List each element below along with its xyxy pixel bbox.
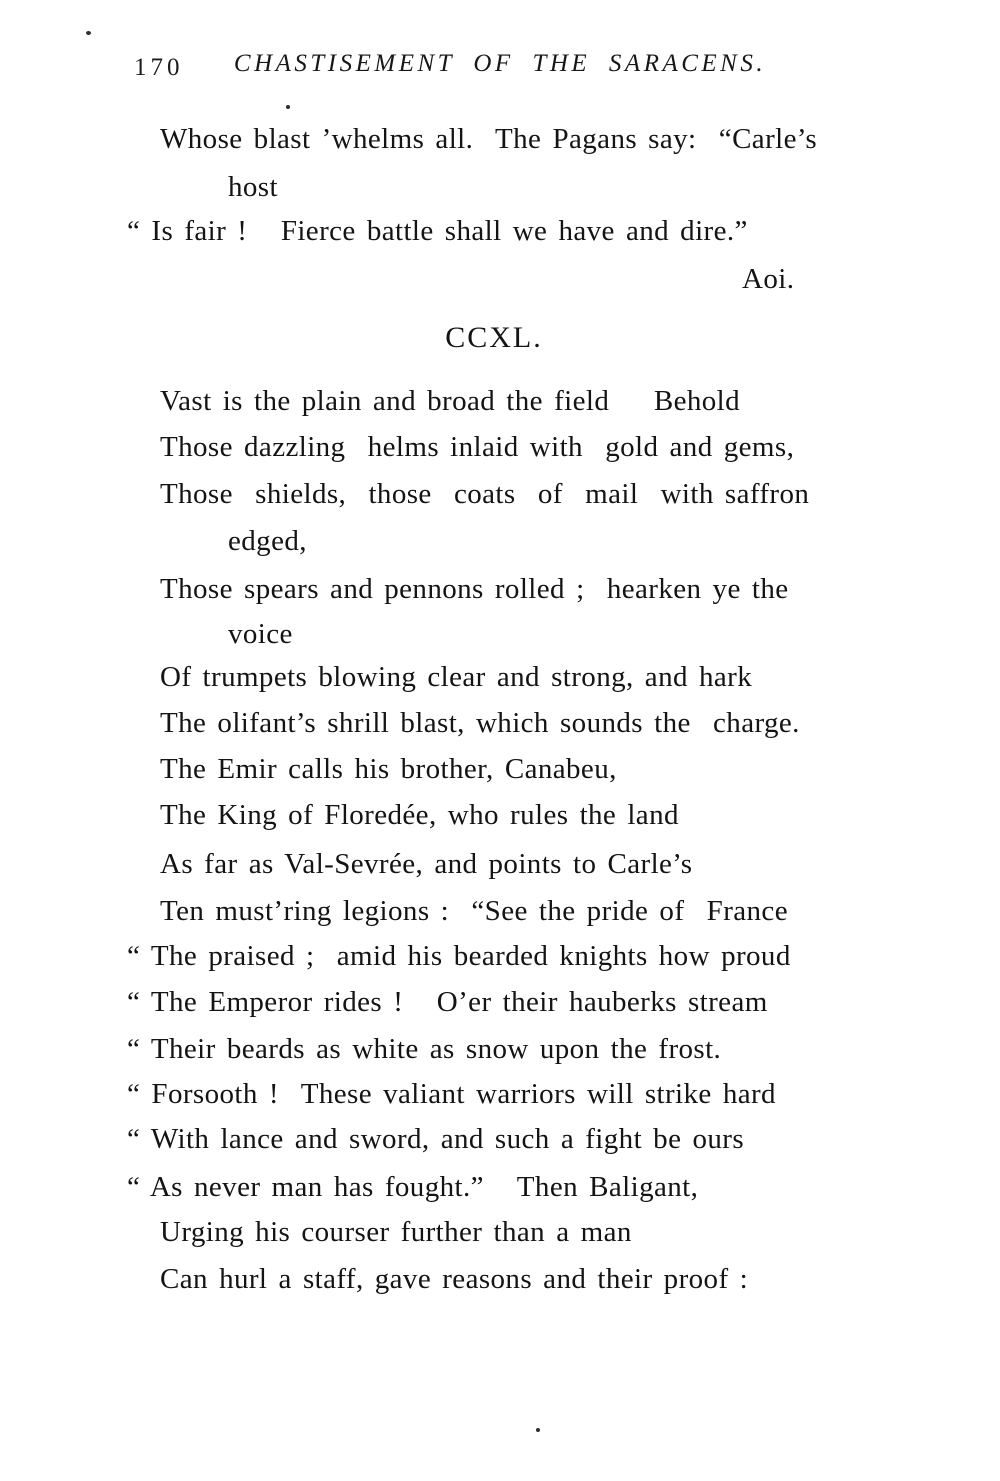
scan-speck bbox=[286, 105, 290, 109]
verse-line: “ The praised ; amid his bearded knights how proud bbox=[127, 940, 791, 972]
verse-line: Those dazzling helms inlaid with gold and gems, bbox=[160, 431, 795, 463]
verse-line: Vast is the plain and broad the field Behold bbox=[160, 385, 740, 417]
verse-line: “ The Emperor rides ! O’er their hauberks stream bbox=[127, 986, 768, 1018]
verse-line: Of trumpets blowing clear and strong, and hark bbox=[160, 661, 753, 693]
verse-line: Urging his courser further than a man bbox=[160, 1216, 632, 1248]
verse-line: “ Their beards as white as snow upon the frost. bbox=[127, 1033, 722, 1065]
running-title: CHASTISEMENT OF THE SARACENS. bbox=[233, 50, 767, 77]
refrain-aoi: Aoi. bbox=[742, 263, 795, 295]
verse-line: “ With lance and sword, and such a fight be ours bbox=[127, 1123, 745, 1155]
verse-line-continuation: edged, bbox=[228, 525, 307, 557]
verse-line: The Emir calls his brother, Canabeu, bbox=[160, 753, 617, 785]
verse-line: “ Is fair ! Fierce battle shall we have and dire.” bbox=[127, 215, 748, 247]
verse-line: Those spears and pennons rolled ; hearken ye the bbox=[160, 573, 789, 605]
verse-line: The olifant’s shrill blast, which sounds the charge. bbox=[160, 707, 800, 739]
verse-line: Can hurl a staff, gave reasons and their proof : bbox=[160, 1263, 749, 1295]
running-head bbox=[0, 50, 1000, 90]
page-number: 170 bbox=[134, 54, 184, 81]
verse-line: Those shields, those coats of mail with saffron bbox=[160, 478, 810, 510]
scan-speck bbox=[536, 1428, 540, 1432]
verse-line: “ Forsooth ! These valiant warriors will strike hard bbox=[127, 1078, 776, 1110]
stanza-heading: CCXL. bbox=[445, 321, 543, 354]
verse-line: Whose blast ’whelms all. The Pagans say: “Carle’s bbox=[160, 123, 818, 155]
verse-line: “ As never man has fought.” Then Baligant, bbox=[127, 1171, 699, 1203]
scan-speck bbox=[86, 31, 91, 35]
verse-line: Ten must’ring legions : “See the pride of France bbox=[160, 895, 788, 927]
verse-line: The King of Floredée, who rules the land bbox=[160, 799, 679, 831]
verse-line-continuation: voice bbox=[228, 618, 293, 650]
verse-line-continuation: host bbox=[228, 171, 278, 203]
verse-line: As far as Val-Sevrée, and points to Carle’s bbox=[160, 848, 693, 880]
